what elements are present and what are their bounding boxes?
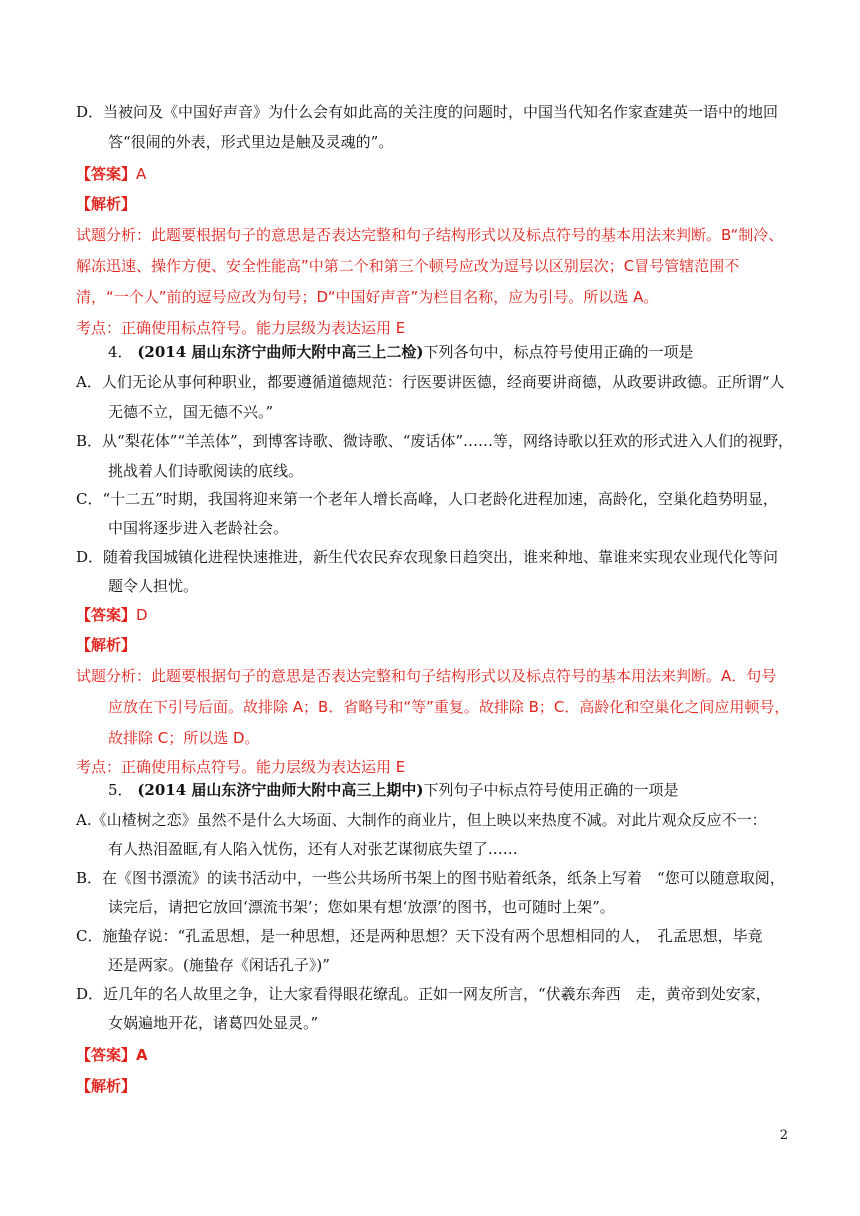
q4-analysis-line1: 试题分析：此题要根据句子的意思是否表达完整和句子结构形式以及标点符号的基本用法来判断。A．句号 (76, 667, 777, 685)
q5-number: 5． (108, 781, 133, 799)
q3-answer (76, 164, 146, 184)
answer-value: A (136, 165, 147, 183)
q4-header (108, 342, 694, 362)
q4-source: (2014 届山东济宁曲师大附中高三上二检) (137, 343, 424, 361)
q4-option-d-line1: D．随着我国城镇化进程快速推进，新生代农民弃农现象日趋突出，谁来种地、靠谁来实现农业现代化等问 (76, 548, 779, 566)
q4-analysis-line2: 应放在下引号后面。故排除 A；B．省略号和“等”重复。故排除 B；C．高龄化和空巢化之间应用顿号， (108, 698, 790, 716)
q4-stem: 下列各句中，标点符号使用正确的一项是 (423, 343, 694, 361)
q5-option-b-line2: 读完后，请把它放回‘漂流书架’；您如果有想‘放漂’的图书，也可随时上架”。 (108, 898, 615, 916)
q3-analysis-line1: 试题分析：此题要根据句子的意思是否表达完整和句子结构形式以及标点符号的基本用法来判断。B“制冷、 (76, 226, 784, 244)
q4-option-b-line1: B．从“梨花体”“羊羔体”，到博客诗歌、微诗歌、“废话体”……等，网络诗歌以狂欢的形式进入人们的视野， (76, 432, 794, 450)
q3-option-d-line1: D．当被问及《中国好声音》为什么会有如此高的关注度的问题时，中国当代知名作家查建英一语中的地回 (76, 103, 779, 121)
q5-option-a-line1: A.《山楂树之恋》虽然不是什么大场面、大制作的商业片，但上映以来热度不减。对此片观众反应不一： (76, 811, 767, 829)
q5-option-d-line2: 女娲遍地开花，诸葛四处显灵。” (108, 1014, 319, 1032)
q4-answer (76, 605, 148, 625)
q4-analysis-line3: 故排除 C；所以选 D。 (108, 729, 260, 747)
answer-tag: 【答案】 (76, 165, 137, 183)
q3-kaodian: 考点：正确使用标点符号。能力层级为表达运用 E (76, 319, 406, 337)
q5-analysis-tag: 【解析】 (76, 1077, 137, 1095)
q4-option-b-line2: 挑战着人们诗歌阅读的底线。 (108, 462, 304, 480)
q5-header (108, 780, 679, 800)
answer-tag: 【答案】 (76, 606, 137, 624)
q5-option-c-line1: C．施蛰存说：“孔孟思想，是一种思想，还是两种思想？天下没有两个思想相同的人， 孔孟思想，毕竟 (76, 927, 763, 945)
answer-value: D (136, 606, 148, 624)
q3-analysis-line2: 解冻迅速、操作方便、安全性能高”中第二个和第三个顿号应改为逗号以区别层次；C冒号管辖范围不 (76, 257, 740, 275)
page-number: 2 (779, 1128, 788, 1143)
q4-analysis-tag: 【解析】 (76, 636, 137, 654)
q3-option-d-line2: 答“很闹的外表，形式里边是触及灵魂的”。 (108, 133, 394, 151)
answer-value: A (136, 1046, 148, 1064)
q3-analysis-line3: 清，“一个人”前的逗号应改为句号；D“中国好声音”为栏目名称，应为引号。所以选 A。 (76, 288, 659, 306)
q4-option-a-line2: 无德不立，国无德不兴。” (108, 403, 274, 421)
answer-tag: 【答案】 (76, 1046, 137, 1064)
q5-option-b-line1: B．在《图书漂流》的读书活动中，一些公共场所书架上的图书贴着纸条，纸条上写着 “您可以随意取阅， (76, 869, 785, 887)
q5-option-c-line2: 还是两家。(施蛰存《闲话孔子》)” (108, 956, 330, 974)
q4-option-a-line1: A．人们无论从事何种职业，都要遵循道德规范：行医要讲医德，经商要讲商德，从政要讲政德。正所谓“人 (76, 373, 785, 391)
q4-option-c-line1: C．“十二五”时期，我国将迎来第一个老年人增长高峰，人口老龄化进程加速，高龄化，空巢化趋势明显， (76, 490, 778, 508)
q5-answer (76, 1045, 148, 1065)
q4-kaodian: 考点：正确使用标点符号。能力层级为表达运用 E (76, 758, 406, 776)
q5-option-d-line1: D．近几年的名人故里之争，让大家看得眼花缭乱。正如一网友所言，“伏羲东奔西 走，黄帝到处安家， (76, 985, 771, 1003)
q4-number: 4． (108, 343, 133, 361)
q5-stem: 下列句子中标点符号使用正确的一项是 (423, 781, 679, 799)
q4-option-c-line2: 中国将逐步进入老龄社会。 (108, 519, 289, 537)
q3-analysis-tag: 【解析】 (76, 195, 137, 213)
q5-option-a-line2: 有人热泪盈眶,有人陷入忧伤，还有人对张艺谋彻底失望了…… (108, 840, 518, 858)
q5-source: (2014 届山东济宁曲师大附中高三上期中) (137, 781, 424, 799)
q4-option-d-line2: 题令人担忧。 (108, 577, 199, 595)
